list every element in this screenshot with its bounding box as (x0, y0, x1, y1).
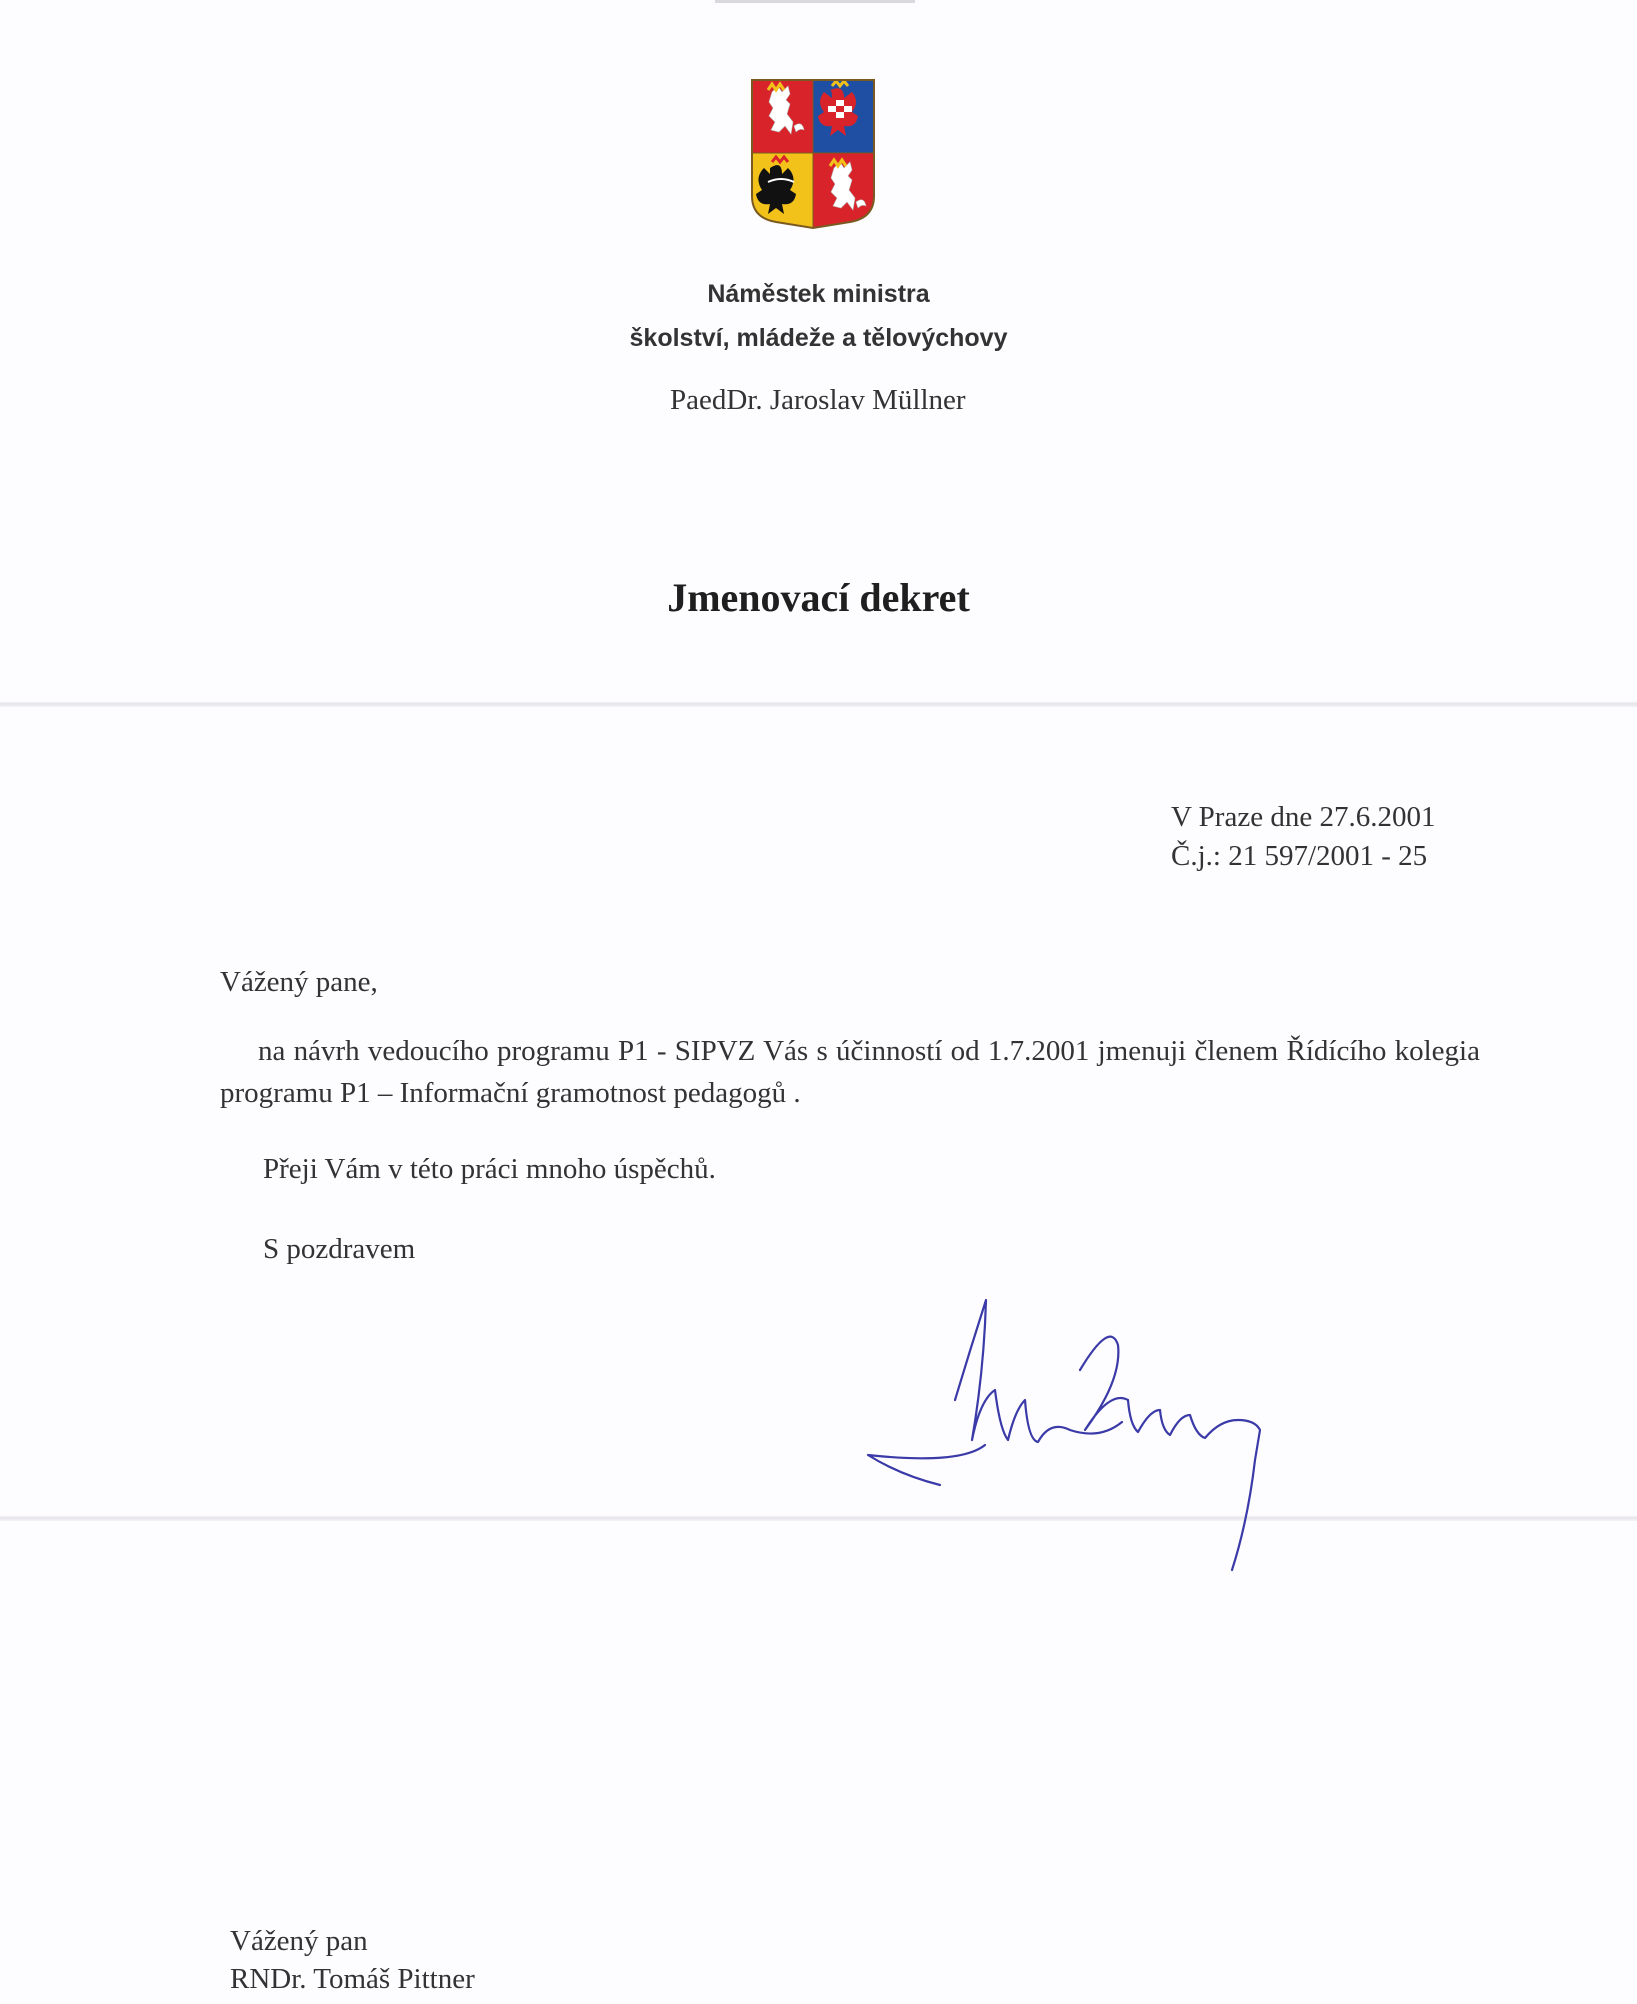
paper-fold-line (0, 701, 1637, 707)
letter-body: na návrh vedoucího programu P1 - SIPVZ Vás s účinností od 1.7.2001 jmenuji členem Řídícího kolegia programu P1 – Informační gramotnost pedagogů . (220, 1035, 1480, 1109)
official-name: PaedDr. Jaroslav Müllner (670, 384, 966, 416)
coat-of-arms-icon (750, 78, 876, 230)
paper-fold-line (0, 1515, 1637, 1521)
salutation: Vážený pane, (220, 966, 378, 998)
reference-number: Č.j.: 21 597/2001 - 25 (1171, 840, 1428, 872)
scan-edge-shadow (715, 0, 915, 3)
addressee-salutation: Vážený pan (230, 1925, 368, 1957)
letter-closing: S pozdravem (263, 1233, 416, 1265)
signature-icon (860, 1290, 1290, 1580)
office-title: Náměstek ministra (707, 280, 930, 308)
addressee-name: RNDr. Tomáš Pittner (230, 1963, 475, 1995)
ministry-name: školství, mládeže a tělovýchovy (629, 324, 1008, 352)
document-title: Jmenovací dekret (667, 575, 970, 620)
letter-wish: Přeji Vám v této práci mnoho úspěchů. (263, 1153, 716, 1185)
place-and-date: V Praze dne 27.6.2001 (1171, 801, 1436, 833)
